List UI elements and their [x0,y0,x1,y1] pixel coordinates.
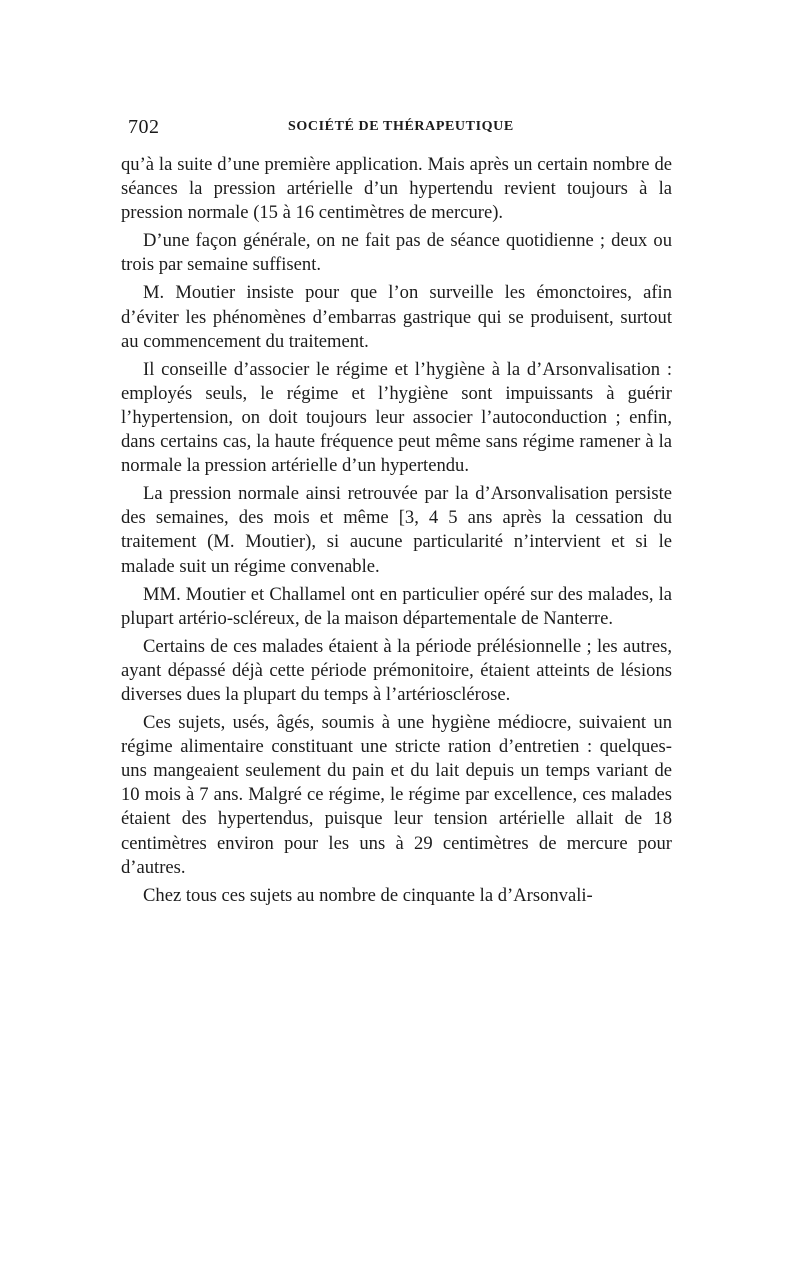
paragraph-1: qu’à la suite d’une première application. Mais après un certain nombre de séances la pression artérielle d’un hypertendu revient toujours à la pression normale (15 à 16 centimètres de mercure). [121,154,672,224]
running-title: SOCIÉTÉ DE THÉRAPEUTIQUE [288,119,514,134]
paragraph-4: Il conseille d’associer le régime et l’hygiène à la d’Arsonvalisation : employés seuls, le régime et l’hygiène sont impuissants à guérir l’hypertension, on doit toujours leur associer l’autoconduction ; enfin, dans certains cas, la haute fréquence peut même sans régime ramener à la normale la pression artérielle d’un hypertendu. [121,358,672,477]
body-text [121,153,672,912]
page-number: 702 [128,116,160,138]
paragraph-9: Chez tous ces sujets au nombre de cinquante la d’Arsonvali- [143,884,593,906]
paragraph-8: Ces sujets, usés, âgés, soumis à une hygiène médiocre, suivaient un régime alimentaire constituant une stricte ration d’entretien : quelques-uns mangeaient seulement du pain et du lait depuis un temps variant de 10 mois à 7 ans. Malgré ce régime, le régime par excellence, ces malades étaient des hypertendus, puisque leur tension artérielle allait de 18 centimètres environ pour les uns à 29 centimètres de mercure pour d’autres. [121,712,672,878]
paragraph-5: La pression normale ainsi retrouvée par la d’Arsonvalisation persiste des semaines, des mois et même [3, 4 5 ans après la cessation du traitement (M. Moutier), si aucune particularité n’intervient et si le malade suit un régime convenable. [121,483,672,577]
page-header [128,116,676,140]
paragraph-7: Certains de ces malades étaient à la période prélésionnelle ; les autres, ayant dépassé déjà cette période prémonitoire, étaient atteints de lésions diverses dues la plupart du temps à l’artériosclérose. [121,635,672,705]
paragraph-3: M. Moutier insiste pour que l’on surveille les émonctoires, afin d’éviter les phénomènes d’embarras gastrique qui se produisent, surtout au commencement du traitement. [121,282,672,352]
paragraph-6: MM. Moutier et Challamel ont en particulier opéré sur des malades, la plupart artério-scléreux, de la maison départementale de Nanterre. [121,583,672,629]
paragraph-2: D’une façon générale, on ne fait pas de séance quotidienne ; deux ou trois par semaine suffisent. [121,230,672,276]
